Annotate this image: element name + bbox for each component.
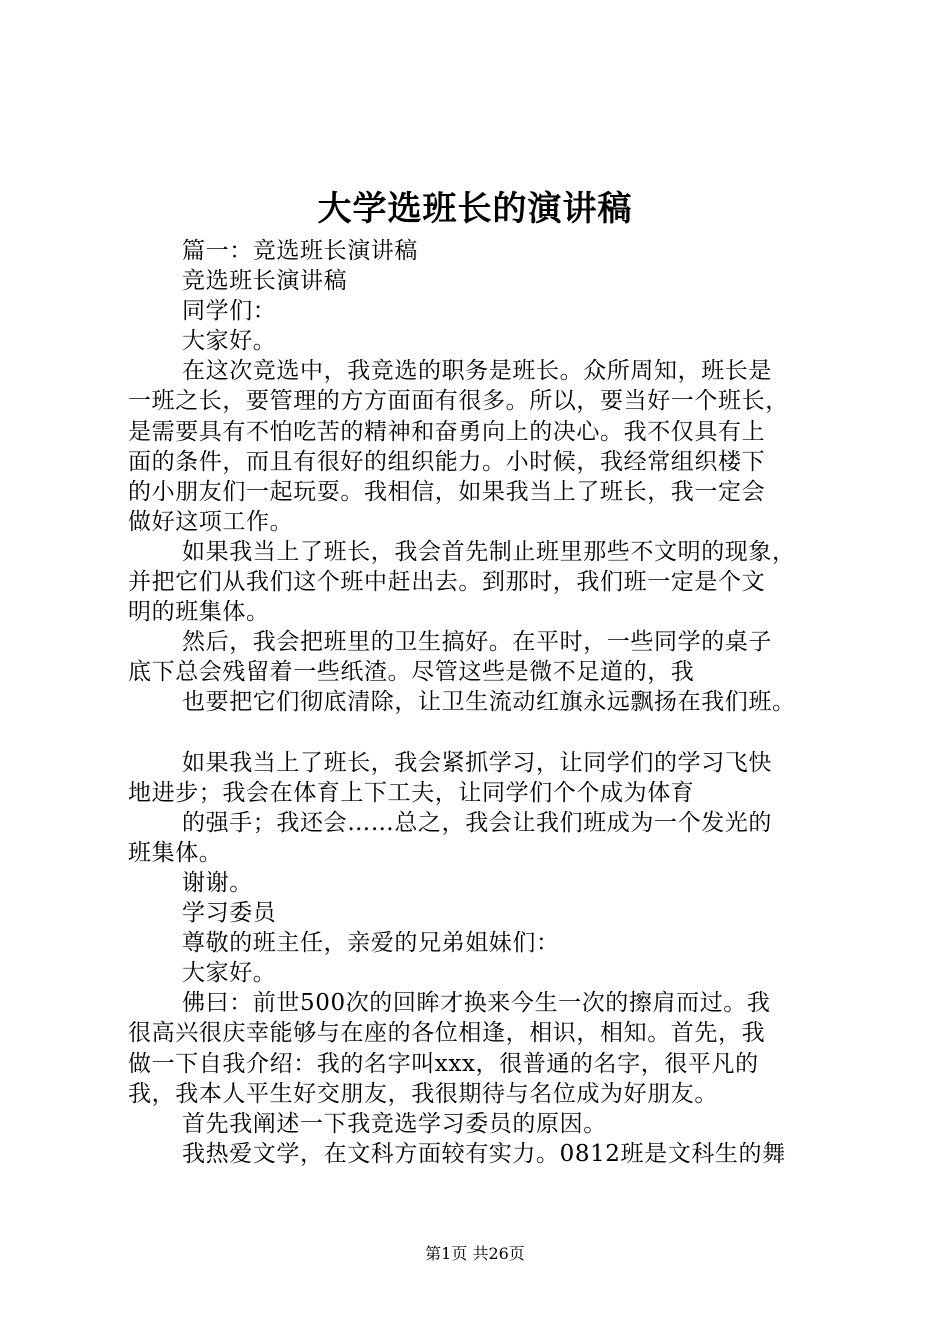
text-line: 底下总会残留着一些纸渣。尽管这些是微不足道的，我: [128, 659, 695, 686]
text-line: 很高兴很庆幸能够与在座的各位相逢，相识，相知。首先，我: [128, 1020, 766, 1047]
text-line: 大家好。: [182, 328, 277, 355]
text-line: 如果我当上了班长，我会首先制止班里那些不文明的现象，: [182, 538, 796, 565]
text-line: 面的条件，而且有很好的组织能力。小时候，我经常组织楼下: [128, 448, 766, 475]
text-line: 学习委员: [182, 900, 277, 927]
text-line: 明的班集体。: [128, 599, 270, 626]
text-line: 佛曰：前世500次的回眸才换来今生一次的擦肩而过。我: [182, 990, 771, 1017]
text-line: 的小朋友们一起玩耍。我相信，如果我当上了班长，我一定会: [128, 478, 766, 505]
text-line: 谢谢。: [182, 869, 253, 896]
page-footer: 第1页 共26页: [425, 1244, 525, 1263]
text-line: 尊敬的班主任，亲爱的兄弟姐妹们：: [182, 930, 560, 957]
text-line: 如果我当上了班长，我会紧抓学习，让同学们的学习飞快: [182, 749, 772, 776]
document-body: [128, 236, 834, 1169]
text-line: 同学们：: [182, 298, 277, 325]
text-line: 并把它们从我们这个班中赶出去。到那时，我们班一定是个文: [128, 569, 766, 596]
text-line: 也要把它们彻底清除，让卫生流动红旗永远飘扬在我们班。: [182, 689, 796, 716]
text-line: 地进步；我会在体育上下工夫，让同学们个个成为体育: [128, 779, 695, 806]
text-line: 做好这项工作。: [128, 508, 294, 535]
text-line: 竞选班长演讲稿: [182, 268, 348, 295]
text-line: 我热爱文学，在文科方面较有实力。0812班是文科生的舞: [182, 1140, 786, 1167]
text-line: 一班之长，要管理的方方面面有很多。所以，要当好一个班长，: [128, 388, 789, 415]
text-line: 大家好。: [182, 960, 277, 987]
text-line: 在这次竞选中，我竞选的职务是班长。众所周知，班长是: [182, 358, 772, 385]
text-line: 然后，我会把班里的卫生搞好。在平时，一些同学的桌子: [182, 629, 772, 656]
text-line: 篇一：竞选班长演讲稿: [182, 238, 418, 264]
text-line: 的强手；我还会……总之，我会让我们班成为一个发光的: [182, 809, 772, 836]
blank-line: [128, 718, 834, 748]
text-line: 首先我阐述一下我竞选学习委员的原因。: [182, 1110, 607, 1137]
text-line: 做一下自我介绍：我的名字叫xxx，很普通的名字，很平凡的: [128, 1050, 759, 1077]
text-line: 班集体。: [128, 839, 223, 866]
text-line: 是需要具有不怕吃苦的精神和奋勇向上的决心。我不仅具有上: [128, 418, 766, 445]
text-line: 我，我本人平生好交朋友，我很期待与名位成为好朋友。: [128, 1080, 718, 1107]
document-title: 大学选班长的演讲稿: [317, 189, 633, 229]
